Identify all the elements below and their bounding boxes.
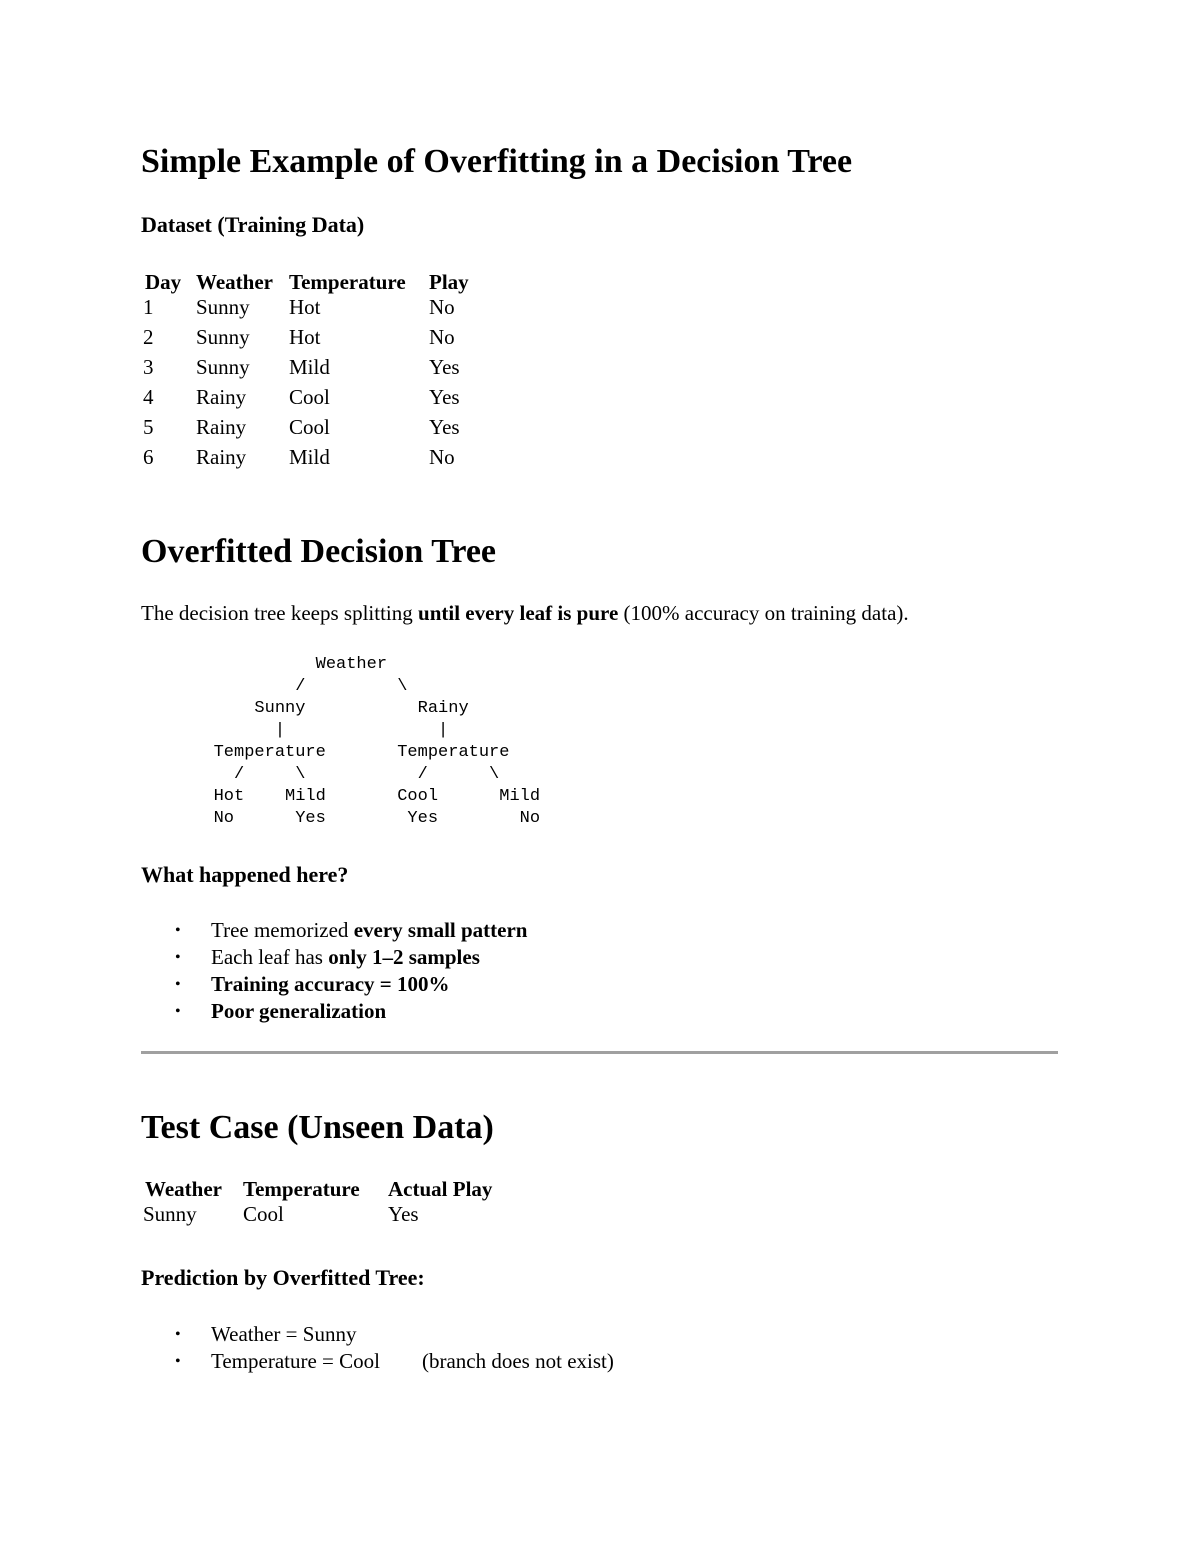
column-header: Weather (196, 270, 273, 294)
table-cell: Rainy (196, 415, 247, 439)
item-bold-text: Training accuracy = 100% (211, 972, 450, 996)
item-text: Each leaf has (211, 945, 329, 969)
test-case-heading: Test Case (Unseen Data) (141, 1109, 494, 1146)
table-cell: Yes (388, 1202, 419, 1226)
table-cell: Rainy (196, 445, 247, 469)
item-bold-text: every small pattern (353, 918, 528, 942)
table-row (143, 385, 475, 415)
bullet-icon: • (175, 1353, 181, 1370)
table-header-row (143, 1177, 498, 1202)
table-cell: Sunny (196, 325, 250, 349)
table-cell: No (429, 445, 455, 469)
table-cell: Mild (289, 355, 330, 379)
table-cell: Yes (429, 415, 460, 439)
column-header: Actual Play (388, 1177, 493, 1201)
page-title: Simple Example of Overfitting in a Decision Tree (141, 143, 853, 180)
list-item (141, 1348, 614, 1375)
table-row (143, 295, 475, 325)
bullet-icon: • (175, 1003, 181, 1020)
list-item (141, 917, 527, 944)
table-row (143, 325, 475, 355)
tree-line: Hot Mild Cool Mild (183, 787, 541, 806)
list-item (141, 1321, 614, 1348)
training-data-table (143, 270, 475, 475)
table-cell: Sunny (143, 1202, 197, 1226)
table-cell: Cool (289, 385, 330, 409)
table-cell: 3 (143, 355, 154, 379)
item-bold-text: only 1–2 samples (328, 945, 480, 969)
item-text: Temperature = Cool (211, 1349, 380, 1373)
table-cell: Yes (429, 385, 460, 409)
tree-line: / \ (183, 677, 408, 696)
overfit-heading: Overfitted Decision Tree (141, 533, 497, 570)
bullet-icon: • (175, 976, 181, 993)
column-header: Weather (145, 1177, 222, 1201)
tree-line: / \ / \ (183, 765, 500, 784)
list-item (141, 998, 527, 1025)
dataset-heading: Dataset (Training Data) (141, 212, 365, 237)
bullet-icon: • (175, 1326, 181, 1343)
table-cell: Sunny (196, 295, 250, 319)
table-cell: 6 (143, 445, 154, 469)
tree-line: Sunny Rainy (183, 699, 469, 718)
table-row (143, 355, 475, 385)
table-cell: Cool (243, 1202, 284, 1226)
prediction-list (141, 1321, 614, 1375)
table-cell: Mild (289, 445, 330, 469)
item-bold-text: Poor generalization (211, 999, 387, 1023)
list-item (141, 944, 527, 971)
table-cell: Sunny (196, 355, 250, 379)
table-cell: 1 (143, 295, 154, 319)
bullet-icon: • (175, 922, 181, 939)
overfit-intro (141, 601, 909, 626)
column-header: Temperature (289, 270, 406, 294)
list-item (141, 971, 527, 998)
table-row (143, 1202, 498, 1227)
tree-line: No Yes Yes No (183, 809, 541, 828)
item-text: Tree memorized (211, 918, 354, 942)
table-cell: No (429, 295, 455, 319)
intro-bold-text: until every leaf is pure (418, 601, 619, 625)
table-header-row (143, 270, 475, 295)
column-header: Temperature (243, 1177, 360, 1201)
table-cell: 2 (143, 325, 154, 349)
table-cell: Cool (289, 415, 330, 439)
table-cell: Yes (429, 355, 460, 379)
tree-line: Weather (183, 655, 388, 674)
table-cell: 5 (143, 415, 154, 439)
intro-text-end: (100% accuracy on training data). (618, 601, 909, 625)
what-happened-heading: What happened here? (141, 862, 349, 887)
what-happened-list (141, 917, 527, 1025)
table-cell: Hot (289, 295, 321, 319)
tree-line: Temperature Temperature (183, 743, 510, 762)
table-cell: Rainy (196, 385, 247, 409)
column-header: Day (145, 270, 182, 294)
table-row (143, 445, 475, 475)
prediction-heading: Prediction by Overfitted Tree: (141, 1265, 425, 1290)
intro-text: The decision tree keeps splitting (141, 601, 419, 625)
tree-diagram (183, 654, 540, 830)
test-case-table (143, 1177, 498, 1227)
column-header: Play (429, 270, 469, 294)
bullet-icon: • (175, 949, 181, 966)
section-divider (141, 1051, 1058, 1054)
item-note: (branch does not exist) (421, 1349, 614, 1373)
tree-line: | | (183, 721, 449, 740)
table-row (143, 415, 475, 445)
table-cell: No (429, 325, 455, 349)
table-cell: 4 (143, 385, 154, 409)
item-text: Weather = Sunny (211, 1322, 357, 1346)
table-cell: Hot (289, 325, 321, 349)
